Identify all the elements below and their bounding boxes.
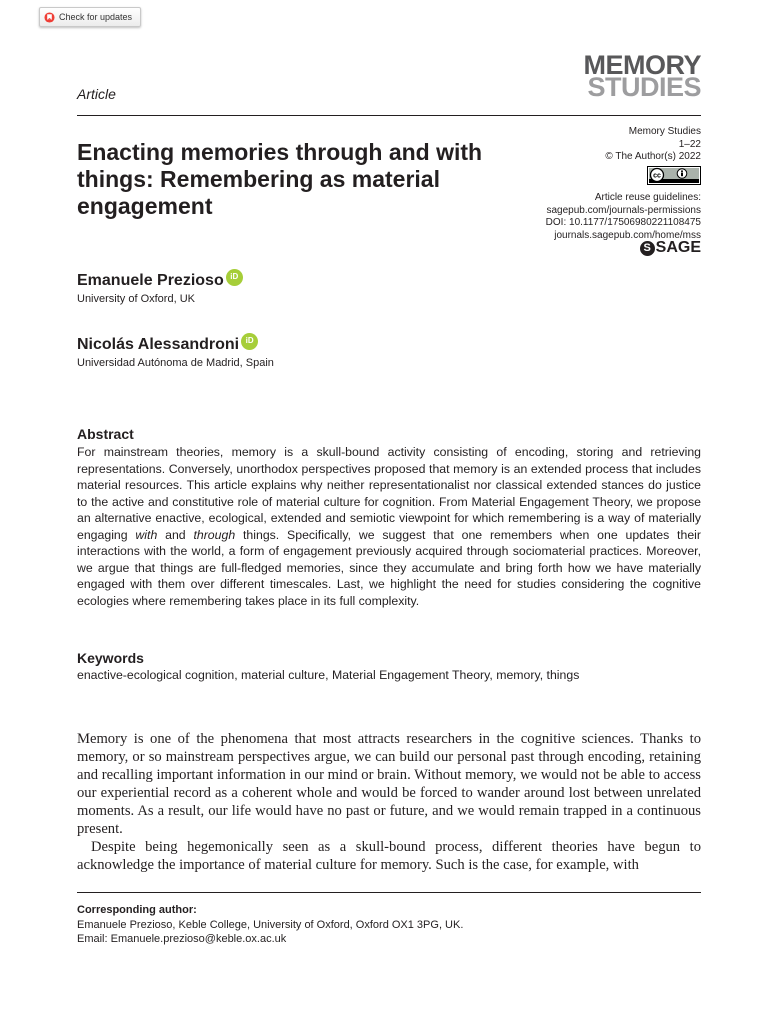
corresponding-author-heading: Corresponding author:	[77, 904, 197, 916]
corresponding-author-address: Emanuele Prezioso, Keble College, University of Oxford, Oxford OX1 3PG, UK.	[77, 918, 464, 931]
crossmark-icon	[44, 12, 55, 23]
abstract-text-part1: For mainstream theories, memory is a skull-bound activity consisting of encoding, storing and retrieving representations. Conversely, unorthodox perspectives proposed that memory is an extended process that includes material resources. This article explains why neither representationalist nor classical extended stances do justice to the active and constitutive role of material culture for cognition. From Material Engagement Theory, we propose an alternative enactive, ecological, extended and semiotic viewpoint for which remembering is a way of materially engaging	[77, 445, 701, 542]
journal-logo-line1: MEMORY	[583, 50, 701, 80]
article-type-label: Article	[77, 86, 116, 102]
corresponding-author	[77, 903, 463, 947]
header-rule	[77, 115, 701, 116]
journal-logo-line2: STUDIES	[587, 72, 701, 102]
author-1	[77, 271, 243, 306]
abstract-text-and: and	[157, 527, 194, 542]
sage-s-icon: S	[640, 241, 655, 256]
abstract-heading: Abstract	[77, 426, 134, 442]
orcid-icon[interactable]: iD	[226, 269, 243, 286]
keywords-heading: Keywords	[77, 650, 144, 666]
copyright: © The Author(s) 2022	[605, 151, 701, 162]
abstract-emphasis-with: with	[135, 527, 158, 542]
svg-text:cc: cc	[653, 172, 661, 179]
reuse-guidelines: Article reuse guidelines:	[594, 192, 701, 203]
article-metadata	[481, 126, 701, 242]
author-name: Nicolás Alessandroni	[77, 336, 240, 353]
article-title: Enacting memories through and with things: Remembering as material engagement	[77, 139, 483, 219]
journal-link[interactable]: journals.sagepub.com/home/mss	[554, 229, 701, 241]
abstract-emphasis-through: through	[193, 527, 236, 542]
doi[interactable]: DOI: 10.1177/17506980221108475	[545, 217, 701, 228]
permissions-link[interactable]: sagepub.com/journals-permissions	[546, 204, 701, 216]
sage-wordmark: SAGE	[655, 239, 701, 256]
check-for-updates-label: Check for updates	[59, 12, 133, 22]
sage-logo	[640, 239, 701, 257]
body-paragraph-1: Memory is one of the phenomena that most attracts researchers in the cognitive sciences. Thanks to memory, or so mainstream perspectives argue, we can build our personal past through encoding, retaining and recalling important information in our mind or brain. Without memory, we would not be able to access our experiential record as a coherent whole and would be forced to wander around lost between unrelated moments. As a result, our life would have no past or future, and we would remain trapped in a continuous present.	[77, 731, 701, 837]
cc-by-icon[interactable]	[647, 166, 701, 185]
orcid-icon[interactable]: iD	[241, 333, 258, 350]
abstract-text	[77, 444, 701, 609]
page-range: 1–22	[678, 138, 701, 150]
body-paragraph-2: Despite being hegemonically seen as a skull-bound process, different theories have begun to acknowledge the importance of material culture for memory. Such is the case, for example, with	[77, 839, 701, 873]
abstract-text-part2: things. Specifically, we suggest that one remembers when one updates their interactions with the world, a form of engagement previously acquired through sociomaterial practices. Moreover, we argue that things are full-fledged memories, since they accumulate and bring forth how we have materially engaged with them over different timescales. Last, we highlight the need for studies considering the cognitive ecologies where remembering takes place in its full complexity.	[77, 527, 701, 608]
keywords-text: enactive-ecological cognition, material culture, Material Engagement Theory, memory, things	[77, 668, 580, 682]
author-2	[77, 335, 274, 370]
author-affiliation: Universidad Autónoma de Madrid, Spain	[77, 357, 274, 369]
body-text	[77, 730, 701, 874]
check-for-updates-button[interactable]	[39, 7, 141, 27]
footnote-rule	[77, 892, 701, 893]
author-name: Emanuele Prezioso	[77, 272, 224, 289]
journal-name: Memory Studies	[628, 126, 701, 137]
author-affiliation: University of Oxford, UK	[77, 293, 195, 305]
journal-logo	[533, 50, 701, 102]
corresponding-author-email[interactable]: Email: Emanuele.prezioso@keble.ox.ac.uk	[77, 933, 287, 945]
